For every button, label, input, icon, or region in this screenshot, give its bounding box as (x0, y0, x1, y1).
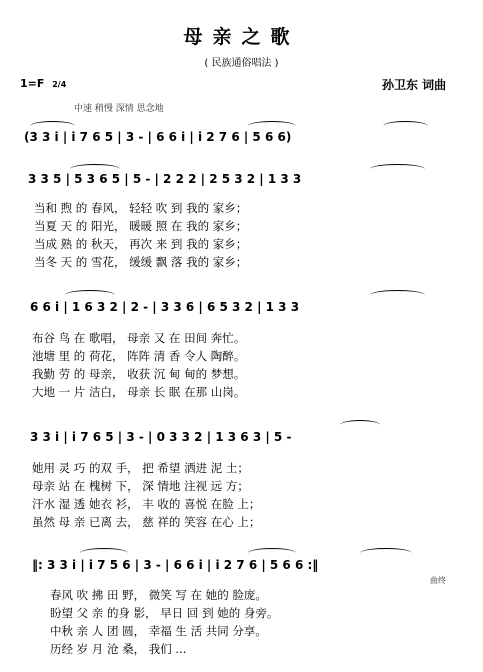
lyric-line: 她用 灵 巧 的双 手， 把 希望 洒进 泥 土； (32, 461, 249, 475)
lyric-line: 我勤 劳 的 母亲， 收获 沉 甸 甸的 梦想。 (32, 367, 246, 381)
end-mark: 曲终 (430, 576, 446, 585)
score-row-4 (24, 428, 442, 452)
song-title: 母亲之歌 (183, 26, 300, 48)
song-author: 孙卫东 词曲 (382, 78, 447, 92)
song-subtitle: ( 民族通俗唱法 ) (204, 58, 279, 69)
lyric-line: 中秋 亲 人 团 圆， 幸福 生 活 共同 分享。 (50, 624, 267, 638)
time-signature: 2/4 (52, 80, 67, 89)
slur (340, 420, 380, 430)
lyric-line: 当夏 天 的 阳光， 暖暖 照 在 我的 家乡； (34, 219, 248, 233)
lyric-line: 春风 吹 拂 田 野， 微笑 写 在 她的 脸庞。 (50, 588, 267, 602)
lyric-line: 大地 一 片 洁白， 母亲 长 眠 在那 山岗。 (32, 385, 246, 399)
slur (360, 548, 412, 558)
lyric-line: 汗水 湿 透 她衣 衫， 丰 收的 喜悦 在脸 上； (32, 497, 261, 511)
key-signature (20, 77, 66, 90)
score-row-1 (24, 128, 442, 152)
tempo-marking: 中速 稍慢 深情 思念地 (74, 104, 164, 114)
lyric-line: 母亲 站 在 槐树 下， 深 情地 注视 远 方； (32, 479, 249, 493)
slur (248, 121, 296, 131)
slur (70, 164, 120, 174)
slur (30, 121, 75, 131)
key-label: 1=F (20, 77, 45, 90)
slur (65, 290, 115, 300)
score-notes-2: 3 3 5 | 5 3 6 5 | 5 - | 2 2 2 | 2 5 3 2 | 1 3 3 (28, 172, 302, 186)
lyric-line: 池塘 里 的 荷花， 阵阵 清 香 令人 陶醉。 (32, 349, 246, 363)
score-notes-4: 3 3 i | i 7 6 5 | 3 - | 0 3 3 2 | 1 3 6 3 | 5 - (30, 430, 292, 444)
lyric-line: 当冬 天 的 雪花， 缓缓 飘 落 我的 家乡； (34, 255, 248, 269)
slur (370, 290, 425, 300)
lyric-line: 当和 煦 的 春风， 轻轻 吹 到 我的 家乡； (34, 201, 248, 215)
slur (383, 121, 428, 131)
slur (370, 164, 425, 174)
lyric-line: 布谷 鸟 在 歌唱， 母亲 又 在 田间 奔忙。 (32, 331, 246, 345)
slur (80, 548, 128, 558)
lyric-line: 虽然 母 亲 已离 去， 慈 祥的 笑容 在心 上； (32, 515, 261, 529)
lyric-line: 历经 岁 月 沧 桑， 我们 ... (50, 642, 187, 656)
lyric-line: 盼望 父 亲 的身 影， 早日 回 到 她的 身旁。 (50, 606, 279, 620)
score-row-5 (24, 556, 442, 580)
slur (248, 548, 296, 558)
score-notes-5: ‖: 3 3 i | i 7 5 6 | 3 - | 6 6 i | i 2 7 6 | 5 6 6 :‖ (32, 558, 319, 572)
lyric-line: 当成 熟 的 秋天， 再次 来 到 我的 家乡； (34, 237, 248, 251)
score-row-3 (24, 298, 442, 322)
score-notes-1: (3 3 i | i 7 6 5 | 3 - | 6 6 i | i 2 7 6 | 5 6 6) (24, 130, 292, 144)
score-notes-3: 6 6 i | 1 6 3 2 | 2 - | 3 3 6 | 6 5 3 2 | 1 3 3 (30, 300, 300, 314)
